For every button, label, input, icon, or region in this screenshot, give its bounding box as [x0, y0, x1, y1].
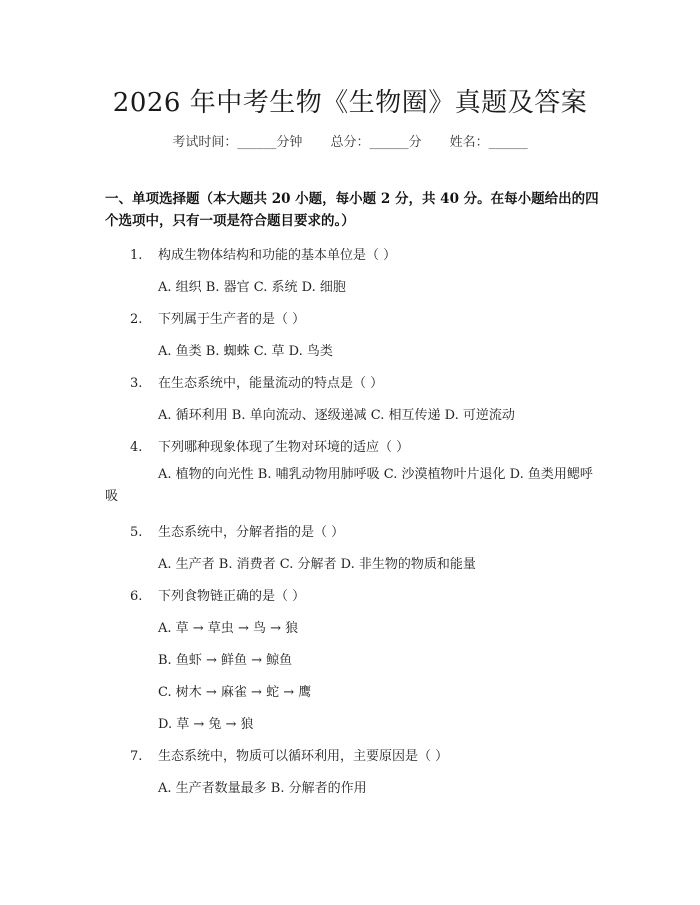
question-6-option-b: B. 鱼虾 → 鲜鱼 → 鲸鱼: [158, 653, 293, 668]
question-2-options: A. 鱼类 B. 蜘蛛 C. 草 D. 鸟类: [158, 344, 333, 359]
question-text: 生态系统中，物质可以循环利用，主要原因是（ ）: [158, 749, 449, 764]
question-5-options: A. 生产者 B. 消费者 C. 分解者 D. 非生物的物质和能量: [158, 557, 476, 572]
question-7: [130, 745, 448, 764]
question-2: [130, 308, 305, 327]
student-name-field: 姓名：______: [449, 135, 528, 150]
question-number: 5.: [130, 525, 143, 540]
question-number: 3.: [130, 376, 143, 391]
question-number: 4.: [130, 440, 143, 455]
question-5: [130, 521, 344, 540]
section-heading: 一、单项选择题（本大题共 20 小题，每小题 2 分，共 40 分。在每小题给出的四个选项中，只有一项是符合题目要求的。）: [105, 191, 599, 229]
question-4-options: A. 植物的向光性 B. 哺乳动物用肺呼吸 C. 沙漠植物叶片退化 D. 鱼类用鳃呼吸: [105, 467, 593, 504]
question-text: 下列食物链正确的是（ ）: [158, 589, 306, 604]
question-3: [130, 372, 383, 391]
question-text: 生态系统中，分解者指的是（ ）: [158, 525, 345, 540]
exam-info-line: [0, 131, 700, 150]
question-6-option-c: C. 树木 → 麻雀 → 蛇 → 鹰: [158, 685, 312, 700]
exam-time-field: 考试时间：______分钟: [172, 135, 303, 150]
question-number: 2.: [130, 312, 143, 327]
total-score-field: 总分：______分: [330, 135, 422, 150]
question-text: 构成生物体结构和功能的基本单位是（ ）: [158, 248, 397, 263]
question-number: 7.: [130, 749, 143, 764]
question-6-option-d: D. 草 → 兔 → 狼: [158, 717, 254, 732]
page-title: 2026 年中考生物《生物圈》真题及答案: [112, 88, 588, 118]
question-1: [130, 244, 396, 263]
question-7-options: A. 生产者数量最多 B. 分解者的作用: [158, 781, 367, 796]
question-number: 6.: [130, 589, 143, 604]
question-1-options: A. 组织 B. 器官 C. 系统 D. 细胞: [158, 280, 346, 295]
question-3-options: A. 循环利用 B. 单向流动、逐级递减 C. 相互传递 D. 可逆流动: [158, 408, 515, 423]
question-6: [130, 585, 305, 604]
question-text: 下列哪种现象体现了生物对环境的适应（ ）: [158, 440, 410, 455]
question-text: 在生态系统中，能量流动的特点是（ ）: [158, 376, 384, 391]
question-text: 下列属于生产者的是（ ）: [158, 312, 306, 327]
question-6-option-a: A. 草 → 草虫 → 鸟 → 狼: [158, 621, 299, 636]
question-4: [130, 436, 409, 455]
question-number: 1.: [130, 248, 143, 263]
